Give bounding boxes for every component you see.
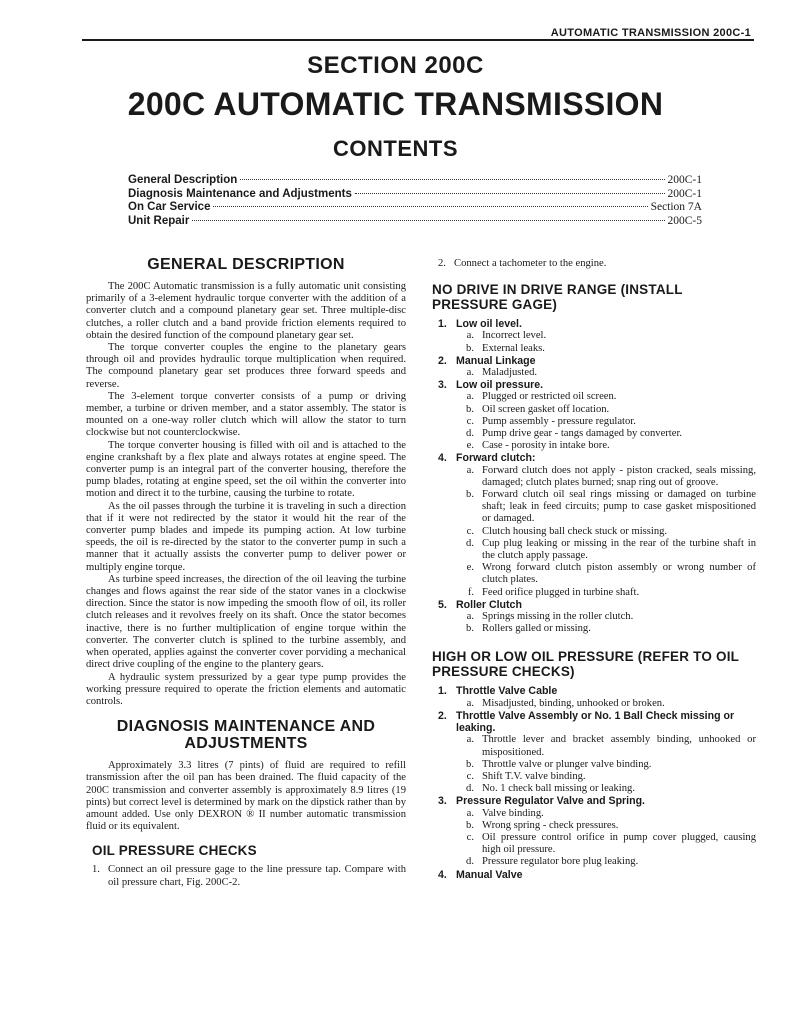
sub-item	[432, 465, 756, 489]
numbered-item	[432, 869, 756, 881]
sub-item-text: Throttle valve or plunger valve binding.	[482, 758, 652, 770]
sub-item-letter: a.	[466, 330, 474, 342]
sub-item	[432, 416, 756, 428]
sub-item-letter: a.	[466, 807, 474, 819]
toc-page: 200C-5	[667, 214, 702, 227]
step-number: 1.	[92, 864, 100, 876]
contents-heading: CONTENTS	[333, 136, 458, 161]
numbered-item	[432, 685, 756, 697]
body-paragraph: As the oil passes through the turbine it is traveling in such a direction that if it were not redirected by the stator it would hit the rear of the converter pump blades and impede its pumping action. At low turbine speeds, the oil is re-directed by the stator to the converter pump in such a manner that it actually assists the converter pump to deliver power or multiply engine torque.	[86, 500, 406, 573]
toc-page: Section 7A	[650, 201, 702, 213]
sub-item	[432, 759, 756, 771]
item-number: 3.	[438, 379, 447, 392]
sub-item-text: Plugged or restricted oil screen.	[482, 391, 617, 403]
sub-item	[432, 343, 756, 355]
item-number: 1.	[438, 318, 447, 331]
table-of-contents	[128, 174, 702, 228]
toc-entry[interactable]	[128, 174, 702, 188]
sub-item-text: Forward clutch oil seal rings missing or damaged on turbine shaft; leak in feed circuits; pump to case gasket mispositioned or damaged.	[482, 489, 756, 525]
sub-item	[432, 538, 756, 562]
sub-item	[432, 783, 756, 795]
sub-item-letter: a.	[466, 391, 474, 403]
section-label: SECTION 200C	[307, 52, 484, 79]
no-drive-list	[432, 318, 756, 635]
toc-label: General Description	[128, 174, 238, 186]
step-item	[86, 864, 406, 888]
oil-pressure-checks-heading: OIL PRESSURE CHECKS	[92, 843, 257, 859]
item-label: Throttle Valve Cable	[456, 685, 558, 698]
toc-entry[interactable]	[128, 188, 702, 202]
running-header: AUTOMATIC TRANSMISSION 200C-1	[550, 27, 751, 39]
step-item	[432, 258, 756, 270]
item-number: 4.	[438, 452, 447, 465]
numbered-item	[432, 379, 756, 391]
item-label: Roller Clutch	[456, 598, 522, 611]
toc-page: 200C-1	[667, 187, 702, 200]
sub-item-letter: c.	[466, 525, 474, 537]
toc-leader	[213, 206, 647, 207]
toc-page: 200C-1	[667, 174, 702, 186]
page-title: 200C AUTOMATIC TRANSMISSION	[127, 86, 664, 122]
sub-item-letter: d.	[466, 537, 474, 549]
sub-item-text: Pressure regulator bore plug leaking.	[482, 856, 639, 868]
toc-leader	[355, 193, 665, 194]
sub-item-letter: a.	[466, 734, 474, 746]
sub-item-letter: a.	[466, 464, 474, 476]
sub-item	[432, 587, 756, 599]
sub-item-letter: a.	[466, 611, 474, 623]
body-paragraph: Approximately 3.3 litres (7 pints) of fluid are required to refill transmission after the oil pan has been drained. The fluid capacity of the 200C transmission and converter assembly is approximately 8.9 litres (19 pints) but correct level is determined by mark on the dipstick rather than by amount added. Use only DEXRON ® II number automatic transmission fluid or its equivalent.	[86, 760, 406, 833]
sub-item	[432, 367, 756, 379]
sub-item	[432, 771, 756, 783]
toc-label: On Car Service	[128, 201, 211, 213]
item-label: Low oil level.	[456, 318, 522, 331]
high-low-pressure-list	[432, 685, 756, 880]
sub-item-letter: d.	[466, 428, 474, 440]
sub-item	[432, 611, 756, 623]
sub-item	[432, 489, 756, 526]
sub-item-letter: b.	[466, 403, 474, 415]
sub-item-letter: f.	[467, 586, 474, 598]
sub-item	[432, 526, 756, 538]
sub-item-text: Shift T.V. valve binding.	[482, 770, 586, 782]
sub-item-letter: d.	[466, 856, 474, 868]
sub-item-text: External leaks.	[482, 342, 545, 354]
item-label: Manual Valve	[456, 868, 523, 881]
sub-item-text: Clutch housing ball check stuck or missing.	[482, 525, 668, 537]
sub-item	[432, 562, 756, 586]
sub-item-letter: e.	[466, 562, 474, 574]
toc-entry[interactable]	[128, 215, 702, 229]
sub-item-text: Valve binding.	[482, 807, 544, 819]
item-label: Low oil pressure.	[456, 379, 544, 392]
sub-item	[432, 428, 756, 440]
item-label: Throttle Valve Assembly or No. 1 Ball Check missing or leaking.	[456, 709, 735, 735]
body-paragraph: A hydraulic system pressurized by a gear type pump provides the working pressure required to operate the friction elements and automatic controls.	[86, 671, 406, 707]
sub-item	[432, 623, 756, 635]
toc-entry[interactable]	[128, 201, 702, 215]
sub-item-text: No. 1 check ball missing or leaking.	[482, 783, 635, 795]
no-drive-heading: NO DRIVE IN DRIVE RANGE (INSTALL PRESSURE GAGE)	[432, 282, 683, 313]
sub-item-text: Incorrect level.	[482, 330, 547, 342]
sub-item-text: Oil screen gasket off location.	[482, 403, 610, 415]
step-text: Connect a tachometer to the engine.	[454, 258, 607, 269]
general-description-heading: GENERAL DESCRIPTION	[147, 256, 345, 273]
sub-item-letter: c.	[466, 415, 474, 427]
sub-item-letter: c.	[466, 831, 474, 843]
high-low-pressure-heading: HIGH OR LOW OIL PRESSURE (REFER TO OIL PRESSURE CHECKS)	[432, 649, 739, 680]
sub-item-text: Case - porosity in intake bore.	[482, 440, 610, 452]
sub-item-letter: b.	[466, 819, 474, 831]
step-number: 2.	[438, 258, 446, 269]
item-number: 2.	[438, 354, 447, 367]
sub-item-text: Misadjusted, binding, unhooked or broken.	[482, 697, 665, 709]
sub-item	[432, 734, 756, 758]
sub-item	[432, 698, 756, 710]
right-column	[432, 258, 756, 881]
sub-item-letter: a.	[466, 697, 474, 709]
sub-item-letter: e.	[466, 440, 474, 452]
sub-item-text: Oil pressure control orifice in pump cover plugged, causing high oil pressure.	[482, 831, 756, 856]
sub-item-letter: d.	[466, 783, 474, 795]
sub-item	[432, 330, 756, 342]
item-number: 1.	[438, 685, 447, 698]
body-paragraph: As turbine speed increases, the direction of the oil leaving the turbine changes and flows against the rear side of the stator vanes in a clockwise direction. Since the stator is now impeding the smooth flow of oil, its roller clutch releases and it revolves freely on its shaft. Once the stator becomes inactive, there is no further multiplication of engine torque within the converter. The converter clutch is splined to the turbine assembly, and when operated, applies against the converter cover porviding a mechanical direct drive coupling of the engine to the plantery gears.	[86, 573, 406, 671]
sub-item-text: Feed orifice plugged in turbine shaft.	[482, 586, 640, 598]
sub-item-letter: b.	[466, 489, 474, 501]
sub-item-letter: c.	[466, 770, 474, 782]
item-number: 5.	[438, 598, 447, 611]
sub-item-text: Forward clutch does not apply - piston cracked, seals missing, damaged; clutch plates burned; snap ring out of groove.	[482, 464, 756, 488]
numbered-item	[432, 710, 756, 734]
item-number: 4.	[438, 868, 447, 881]
toc-label: Diagnosis Maintenance and Adjustments	[128, 187, 352, 200]
sub-item-letter: b.	[466, 758, 474, 770]
sub-item-letter: b.	[466, 342, 474, 354]
sub-item-text: Cup plug leaking or missing in the rear of the turbine shaft in the clutch apply passage.	[482, 537, 756, 562]
item-number: 2.	[438, 709, 447, 722]
diagnosis-heading: DIAGNOSIS MAINTENANCE AND ADJUSTMENTS	[116, 718, 376, 753]
numbered-item	[432, 599, 756, 611]
header-rule	[82, 39, 754, 41]
body-paragraph: The torque converter couples the engine to the planetary gears through oil and provides hydraulic torque multiplication when required. The compound planetary gear set produces three forward speeds and reverse.	[86, 342, 406, 390]
sub-item-letter: a.	[466, 367, 474, 379]
item-label: Pressure Regulator Valve and Spring.	[456, 795, 645, 808]
body-paragraph: The 3-element torque converter consists of a pump or driving member, a turbine or driven member, and a stator assembly. The stator is mounted on a one-way roller clutch which will allow the stator to turn clockwise but not counterclockwise.	[86, 390, 406, 439]
sub-item-text: Throttle lever and bracket assembly binding, unhooked or mispositioned.	[482, 734, 756, 758]
body-paragraph: The 200C Automatic transmission is a fully automatic unit consisting primarily of a 3-element hydraulic torque converter with the addition of a converter clutch and a compound planetary gear set. Three multiple-disc clutches, a roller clutch and a band provide friction elements required to obtain the desired function of the compound planetary gear set.	[86, 281, 406, 341]
sub-item	[432, 856, 756, 868]
left-column	[86, 256, 406, 889]
sub-item	[432, 440, 756, 452]
sub-item	[432, 404, 756, 416]
numbered-item	[432, 355, 756, 367]
item-label: Manual Linkage	[456, 354, 536, 367]
item-label: Forward clutch:	[456, 452, 536, 465]
numbered-item	[432, 452, 756, 464]
sub-item-text: Wrong spring - check pressures.	[482, 819, 619, 831]
sub-item-text: Springs missing in the roller clutch.	[482, 611, 634, 623]
sub-item-text: Pump assembly - pressure regulator.	[482, 415, 636, 427]
sub-item-letter: b.	[466, 623, 474, 635]
sub-item	[432, 808, 756, 820]
sub-item	[432, 832, 756, 856]
toc-leader	[192, 220, 664, 221]
step-text: Connect an oil pressure gage to the line pressure tap. Compare with oil pressure chart, Fig. 200C-2.	[108, 864, 406, 888]
toc-leader	[240, 179, 664, 180]
sub-item	[432, 391, 756, 403]
body-paragraph: The torque converter housing is filled with oil and is attached to the engine crankshaft by a flex plate and always rotates at engine speed. The converter pump is an integral part of the converter housing, therefore the pump blades, rotating at engine speed, set the oil within the converter into motion and direct it to the turbine, causing the turbine to rotate.	[86, 439, 406, 500]
sub-item-text: Maladjusted.	[482, 367, 538, 379]
numbered-item	[432, 795, 756, 807]
toc-label: Unit Repair	[128, 214, 190, 227]
item-number: 3.	[438, 795, 447, 808]
sub-item	[432, 820, 756, 832]
sub-item-text: Wrong forward clutch piston assembly or wrong number of clutch plates.	[482, 562, 756, 586]
sub-item-text: Pump drive gear - tangs damaged by converter.	[482, 428, 683, 440]
numbered-item	[432, 318, 756, 330]
sub-item-text: Rollers galled or missing.	[482, 623, 591, 635]
